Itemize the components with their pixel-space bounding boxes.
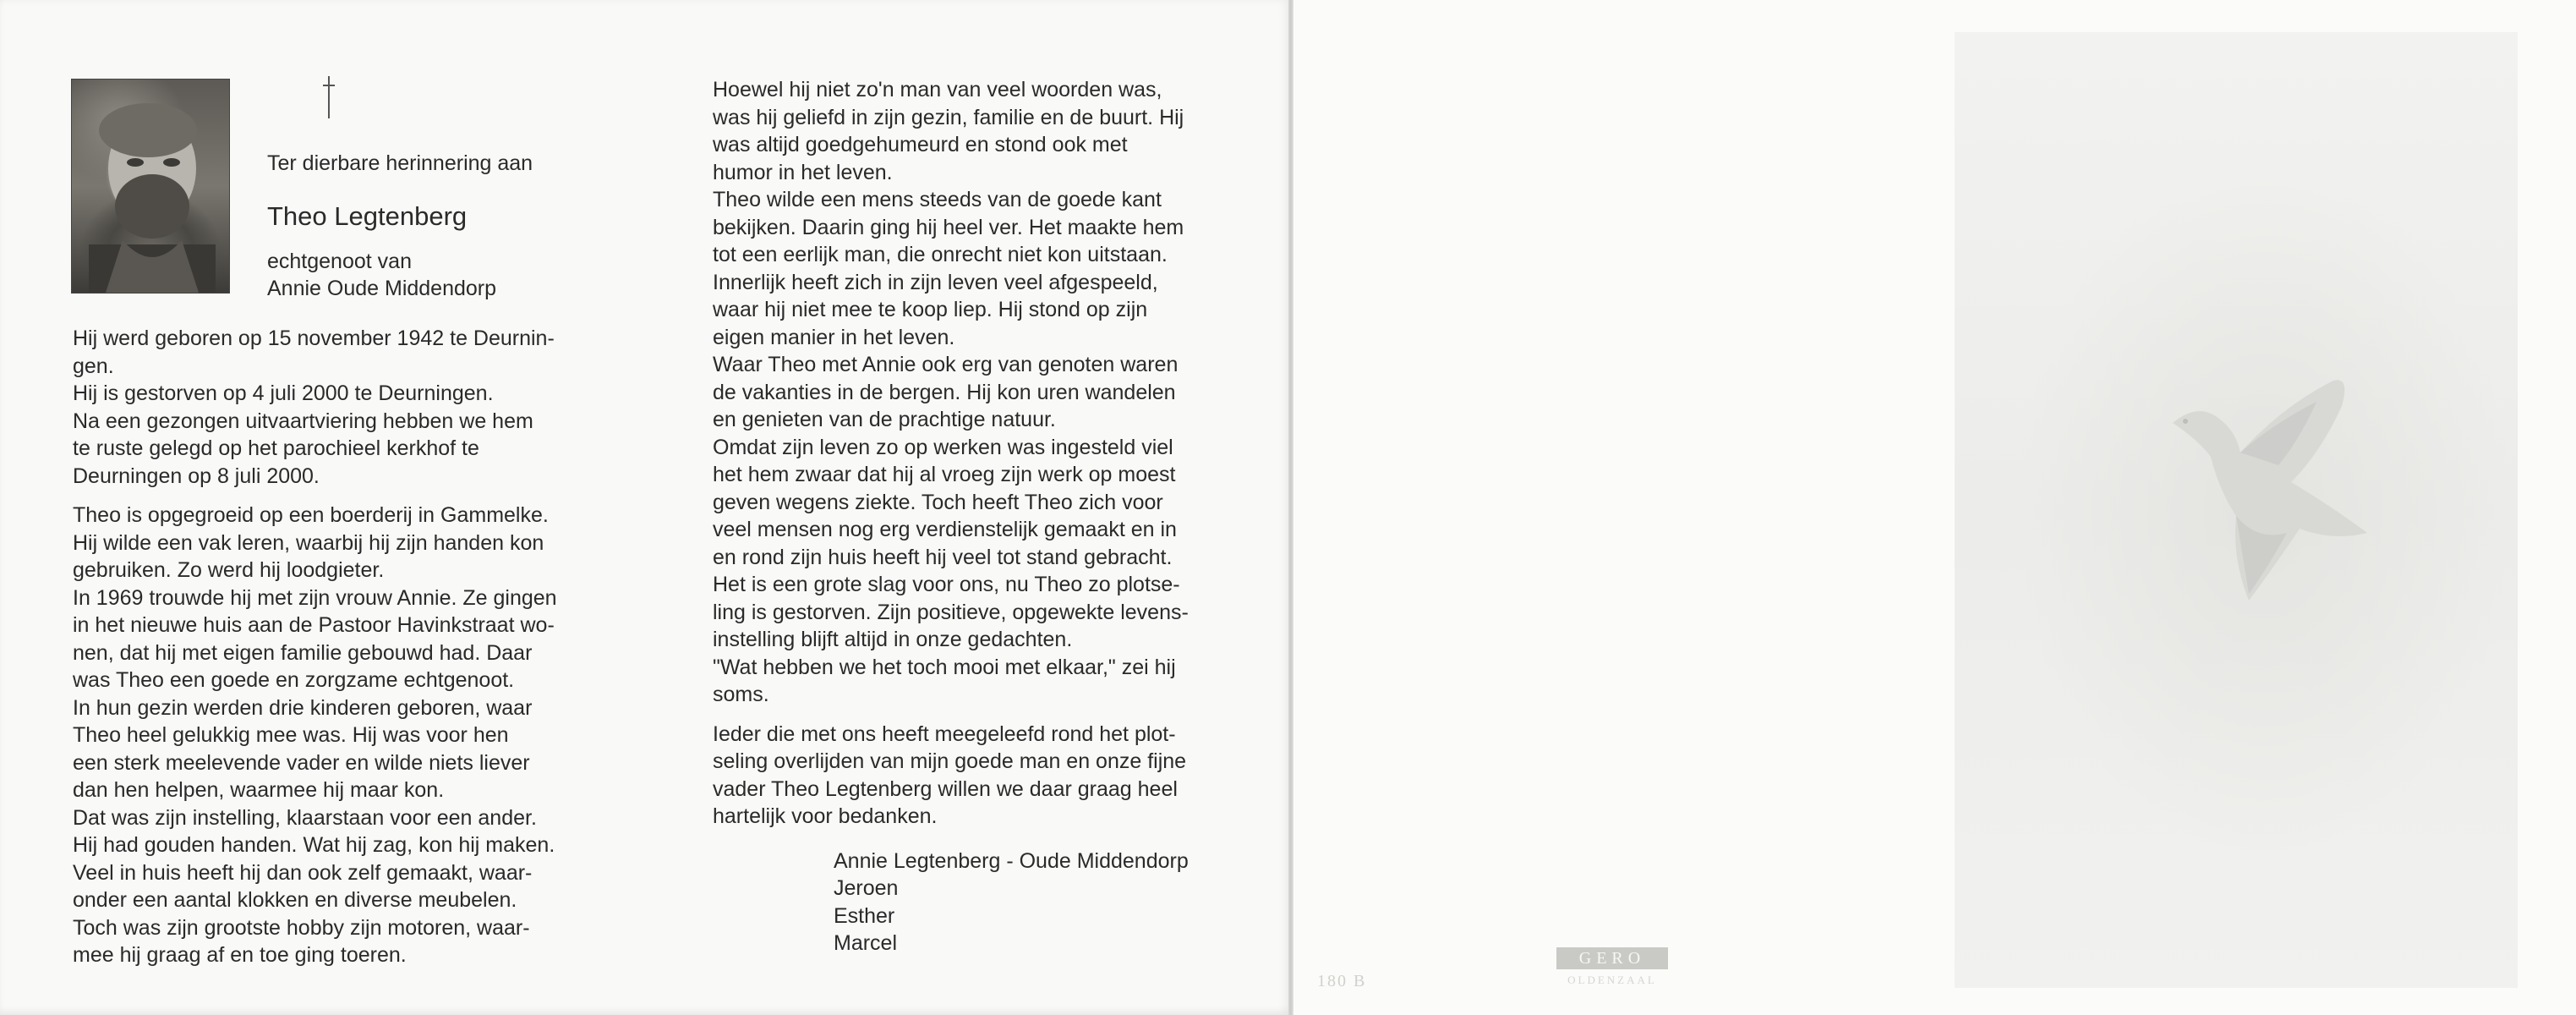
text-line: Innerlijk heeft zich in zijn leven veel afgespeeld, (713, 270, 1158, 294)
text-line: dan hen helpen, waarmee hij maar kon. (73, 778, 445, 802)
text-line: te ruste gelegd op het parochieel kerkhof te (73, 436, 479, 460)
signature-line: Marcel (834, 931, 898, 955)
text-line: Hoewel hij niet zo'n man van veel woorden was, (713, 78, 1162, 102)
text-line: humor in het leven. (713, 160, 893, 184)
cross-icon (319, 76, 339, 118)
text-line: Theo wilde een mens steeds van de goede kant (713, 188, 1162, 211)
text-line: Ieder die met ons heeft meegeleefd rond het plot- (713, 721, 1176, 746)
relation-line-2: Annie Oude Middendorp (267, 277, 497, 300)
text-line: in het nieuwe huis aan de Pastoor Havinkstraat wo- (73, 613, 555, 637)
text-line: In 1969 trouwde hij met zijn vrouw Annie. Ze gingen (73, 585, 557, 610)
text-line: veel mensen nog erg verdienstelijk gemaakt en in (713, 518, 1177, 541)
text-line: instelling blijft altijd in onze gedachten. (713, 628, 1073, 651)
text-line: de vakanties in de bergen. Hij kon uren wandelen (713, 380, 1176, 404)
text-line: Na een gezongen uitvaartviering hebben we hem (73, 409, 533, 433)
text-line: gen. (73, 354, 114, 378)
text-line: en rond zijn huis heeft hij veel tot stand gebracht. (713, 545, 1173, 569)
text-line: "Wat hebben we het toch mooi met elkaar," zei hij (713, 655, 1176, 679)
printer-logo: GERO (1556, 947, 1668, 969)
text-line: waar hij niet mee te koop liep. Hij stond op zijn (713, 298, 1148, 321)
signature-line: Esther (834, 903, 895, 928)
text-line: Hij had gouden handen. Wat hij zag, kon hij maken. (73, 833, 555, 857)
text-line: Hij werd geboren op 15 november 1942 te Deurnin- (73, 326, 555, 350)
text-line: geven wegens ziekte. Toch heeft Theo zich voor (713, 490, 1163, 514)
text-line: mee hij graag af en toe ging toeren. (73, 943, 407, 967)
biography-left-column (73, 325, 586, 969)
text-line: bekijken. Daarin ging hij heel ver. Het maakte hem (713, 215, 1184, 239)
text-line: soms. (713, 683, 769, 706)
card-code: 180 B (1317, 972, 1367, 990)
text-line: was altijd goedgehumeurd en stond ook met (713, 133, 1128, 156)
text-line: was hij geliefd in zijn gezin, familie en de buurt. Hij (713, 105, 1184, 129)
signature-line: Annie Legtenberg - Oude Middendorp (834, 848, 1189, 873)
text-line: een sterk meelevende vader en wilde niets liever (73, 750, 530, 775)
text-line: In hun gezin werden drie kinderen geboren, waar (73, 695, 533, 720)
text-line: Deurningen op 8 juli 2000. (73, 464, 320, 488)
text-line: nen, dat hij met eigen familie gebouwd had. Daar (73, 640, 533, 665)
text-line: en genieten van de prachtige natuur. (713, 408, 1056, 431)
text-line: Hij wilde een vak leren, waarbij hij zijn handen kon (73, 530, 544, 555)
text-line: ling is gestorven. Zijn positieve, opgewekte levens- (713, 600, 1189, 624)
text-line: tot een eerlijk man, die onrecht niet kon uitstaan. (713, 243, 1168, 266)
text-line: Waar Theo met Annie ook erg van genoten waren (713, 353, 1179, 376)
text-line: Veel in huis heeft hij dan ook zelf gemaakt, waar- (73, 860, 533, 885)
text-line: Omdat zijn leven zo op werken was ingesteld viel (713, 435, 1173, 459)
portrait-photo (71, 79, 230, 294)
text-line: Toch was zijn grootste hobby zijn motoren, waar- (73, 915, 530, 940)
text-line: het hem zwaar dat hij al vroeg zijn werk op moest (713, 463, 1176, 486)
text-line: hartelijk voor bedanken. (713, 804, 938, 828)
text-line: gebruiken. Zo werd hij loodgieter. (73, 558, 385, 582)
text-line: was Theo een goede en zorgzame echtgenoot. (73, 668, 515, 692)
text-line: vader Theo Legtenberg willen we daar graag heel (713, 776, 1178, 801)
text-line: Het is een grote slag voor ons, nu Theo zo plotse- (713, 573, 1180, 596)
text-line: Dat was zijn instelling, klaarstaan voor een ander. (73, 805, 537, 830)
deceased-name: Theo Legtenberg (267, 201, 468, 231)
dove-icon (2139, 372, 2426, 626)
signature-line: Jeroen (834, 876, 899, 900)
text-line: seling overlijden van mijn goede man en onze fijne (713, 749, 1187, 773)
text-line: eigen manier in het leven. (713, 325, 955, 349)
biography-right-column (713, 76, 1228, 957)
signature-block (713, 848, 1228, 957)
text-line: Hij is gestorven op 4 juli 2000 te Deurningen. (73, 381, 494, 405)
text-line: Theo heel gelukkig mee was. Hij was voor hen (73, 723, 509, 747)
text-line: Theo is opgegroeid op een boerderij in Gammelke. (73, 503, 549, 527)
intro-line: Ter dierbare herinnering aan (267, 151, 533, 175)
text-line: onder een aantal klokken en diverse meubelen. (73, 888, 517, 912)
relation-line-1: echtgenoot van (267, 250, 412, 273)
printer-location: OLDENZAAL (1567, 974, 1657, 986)
